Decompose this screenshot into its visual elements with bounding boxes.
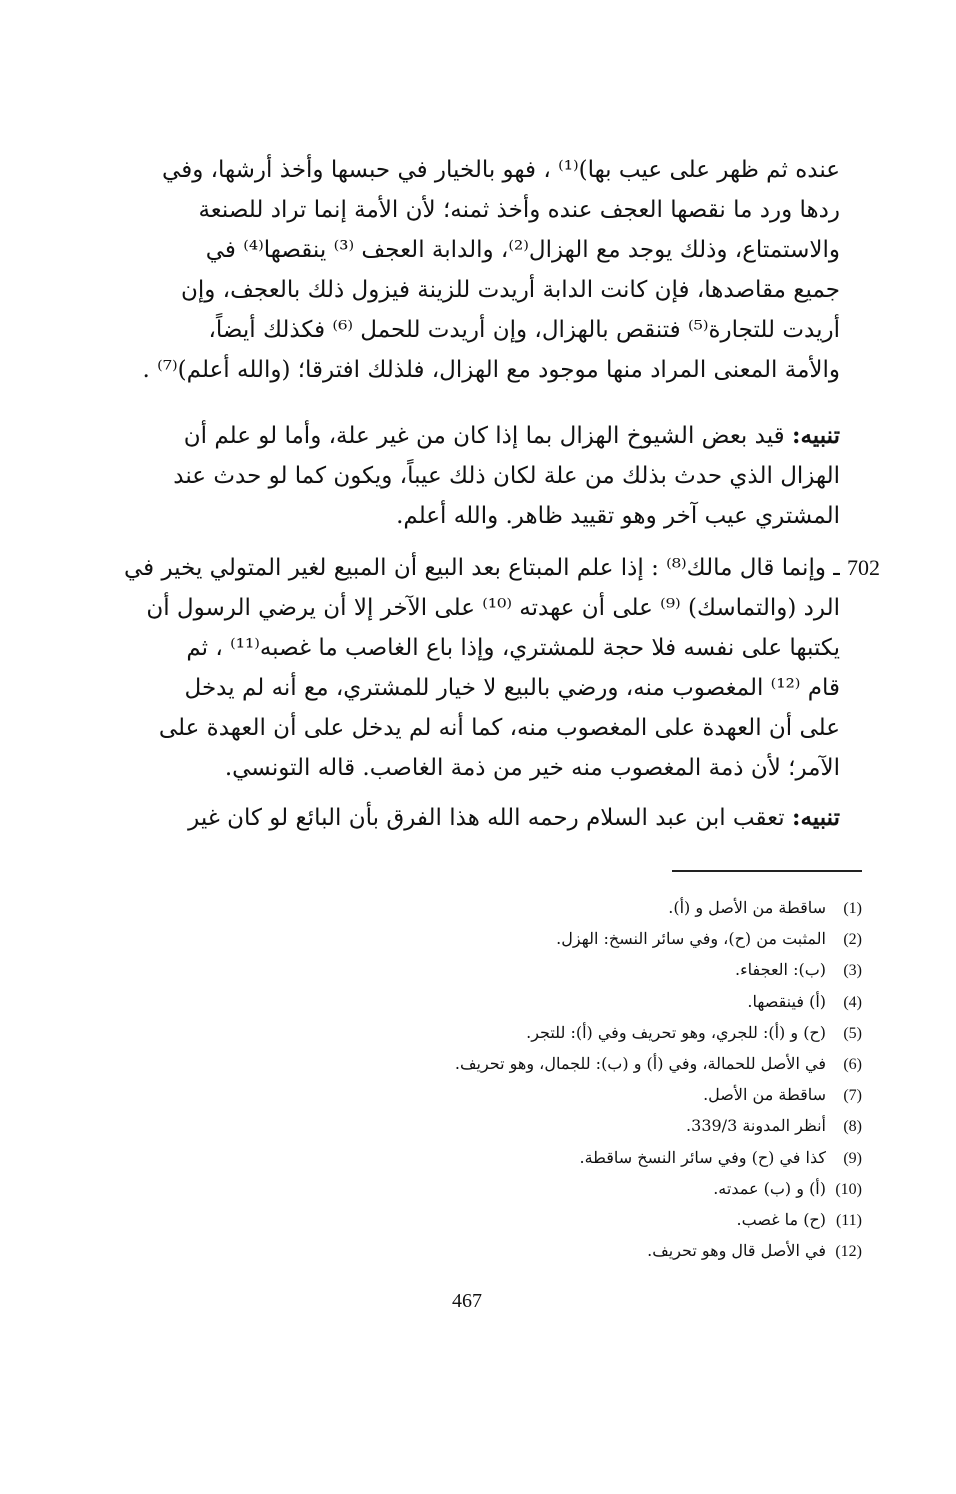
footnote-divider (672, 870, 862, 872)
footnote-number: (7) (843, 1087, 862, 1105)
footnote-number: (9) (843, 1149, 862, 1167)
footnote (262, 987, 862, 1018)
footnote-text: في الأصل للحمالة، وفي (أ) و (ب): للجمال، وهو تحريف. (454, 1054, 826, 1074)
text-line: ـ وإنما قال مالك⁽⁸⁾ : إذا علم المبتاع بعد البيع أن المبيع لغير المتولي يخير في (124, 555, 840, 581)
text-line: الآمر؛ لأن ذمة المغصوب منه خير من ذمة الغاصب. قاله التونسي. (224, 755, 840, 781)
footnote-list (262, 893, 862, 1267)
footnote-number: (5) (843, 1024, 862, 1042)
footnote-number: (10) (835, 1180, 862, 1198)
footnote-text: (ح) و (أ): للجري، وهو تحريف وفي (أ): للتجر. (526, 1022, 826, 1042)
text-line: قام ⁽¹²⁾ المغصوب منه، ورضي بالبيع لا خيار للمشتري، مع أنه لم يدخل (184, 675, 840, 701)
footnote (262, 1174, 862, 1205)
text-line: عنده ثم ظهر على عيب بها)⁽¹⁾ ، فهو بالخيار في حبسها وأخذ أرشها، وفي (162, 157, 840, 183)
paragraph-note-1 (118, 416, 840, 536)
footnote-text: في الأصل قال وهو تحريف. (647, 1241, 826, 1261)
text-line: المشتري عيب آخر وهو تقييد ظاهر. والله أعلم. (396, 503, 840, 529)
note-label: تنبيه: (791, 804, 840, 831)
text-line: والأمة المعنى المراد منها موجود مع الهزال، فلذلك افترقا؛ (والله أعلم)⁽⁷⁾ . (142, 357, 840, 383)
footnote (262, 1143, 862, 1174)
page-number: 467 (452, 1290, 482, 1312)
page-body (118, 150, 880, 831)
note-text: قيد بعض الشيوخ الهزال بما إذا كان من غير علة، وأما لو علم أن (183, 423, 792, 449)
footnote (262, 1236, 862, 1267)
paragraph-1 (118, 150, 840, 390)
footnote-text: (أ) و (ب) عمدته. (713, 1178, 826, 1198)
text-line: على أن العهدة على المغصوب منه، كما أنه لم يدخل على أن العهدة على (158, 715, 840, 741)
footnote-number: (6) (843, 1056, 862, 1074)
footnote (262, 1018, 862, 1049)
footnote-number: (1) (843, 900, 862, 917)
footnote (262, 924, 862, 955)
footnote (262, 1205, 862, 1236)
text-line: والاستمتاع، وذلك يوجد مع الهزال⁽²⁾، والدابة العجف ⁽³⁾ ينقصها⁽⁴⁾ في (205, 237, 840, 263)
footnote (262, 1111, 862, 1142)
footnote (262, 1049, 862, 1080)
footnote-number: (3) (843, 962, 862, 980)
footnote-number: (12) (835, 1243, 862, 1261)
footnote (262, 1080, 862, 1111)
footnote-number: (8) (843, 1118, 862, 1136)
footnote-text: ساقطة من الأصل و (أ). (668, 898, 826, 917)
footnote-text: ساقطة من الأصل. (703, 1085, 826, 1105)
footnote (262, 893, 862, 924)
footnote-text: (ب): العجفاء. (735, 960, 826, 980)
text-line: الرد (والتماسك) ⁽⁹⁾ على أن عهدته ⁽¹⁰⁾ على الآخر إلا أن يرضي الرسول أن (146, 595, 840, 621)
text-line (118, 416, 840, 456)
text-line: الهزال الذي حدث بذلك من علة لكان ذلك عيباً، ويكون كما لو حدث عند (173, 463, 840, 489)
paragraph-number: 702 (847, 555, 880, 580)
footnote-text: أنظر المدونة 339/3. (686, 1116, 826, 1136)
footnote-text: المثبت من (ح)، وفي سائر النسخ: الهزل. (556, 929, 826, 949)
text-line (118, 798, 840, 838)
text-line: ردها ورد ما نقصها العجف عنده وأخذ ثمنه؛ لأن الأمة إنما تراد للصنعة (198, 197, 840, 223)
text-line: جميع مقاصدها، فإن كانت الدابة أريدت للزينة فيزول ذلك بالعجف، وإن (180, 277, 840, 303)
footnote-number: (2) (843, 931, 862, 949)
text-line: أريدت للتجارة⁽⁵⁾ فتنقص بالهزال، وإن أريدت للحمل ⁽⁶⁾ فكذلك أيضاً، (208, 317, 840, 343)
footnote-number: (4) (843, 993, 862, 1011)
note-text: تعقب ابن عبد السلام رحمه الله هذا الفرق بأن البائع لو كان غير (188, 805, 792, 831)
text-line: يكتبها على نفسه فلا حجة للمشتري، وإذا باع الغاصب ما غصبه⁽¹¹⁾ ، ثم (186, 635, 840, 661)
footnote-text: (ح) ما غصب. (736, 1210, 826, 1230)
footnote-text: كذا في (ح) وفي سائر النسخ ساقطة. (579, 1147, 826, 1167)
footnote (262, 955, 862, 986)
footnote-number: (11) (835, 1212, 862, 1230)
paragraph-702 (118, 548, 880, 788)
footnote-text: (أ) فينقصها. (747, 991, 826, 1011)
note-label: تنبيه: (791, 422, 840, 449)
paragraph-702-text (118, 548, 840, 788)
paragraph-note-2 (118, 798, 840, 838)
